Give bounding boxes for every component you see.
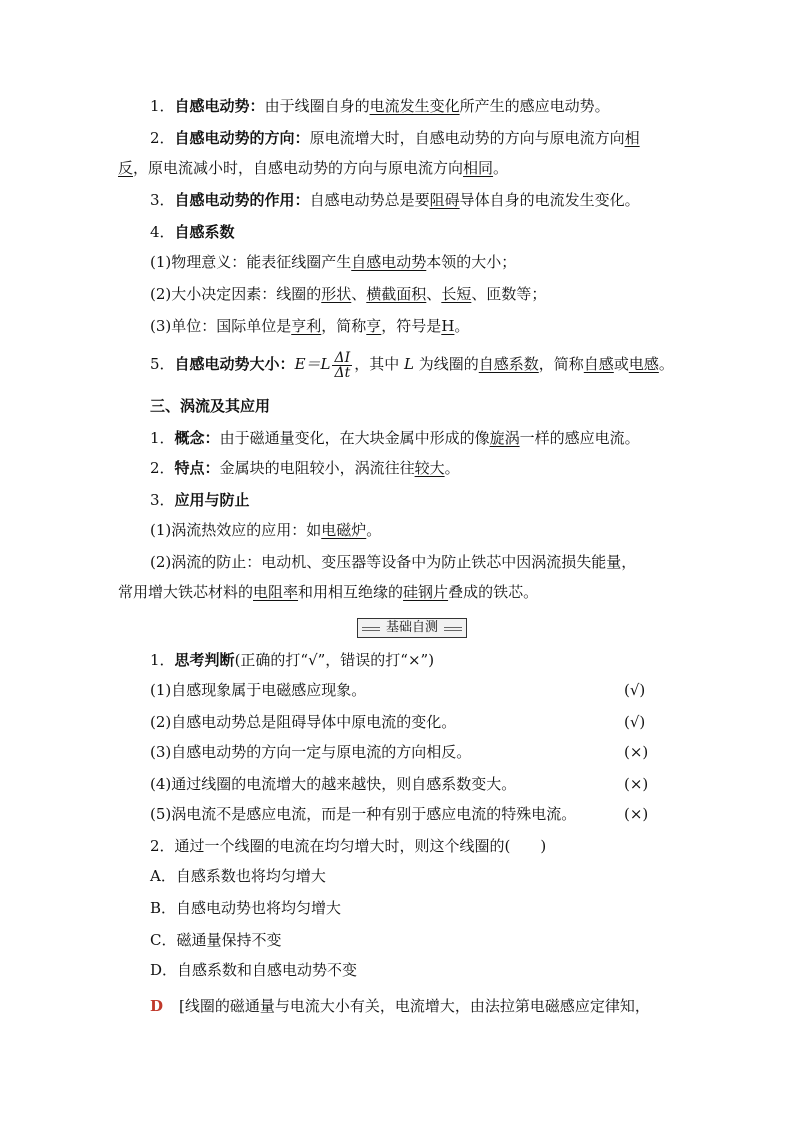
judgement-item: (1)自感现象属于电磁感应现象。 bbox=[150, 681, 367, 699]
para-eddy-feature: 2．特点：金属块的电阻较小，涡流往往较大。 bbox=[150, 459, 460, 477]
para-self-inductance-heading: 4．自感系数 bbox=[150, 223, 235, 241]
option-b: B．自感电动势也将均匀增大 bbox=[150, 899, 342, 917]
banner-stripe-right bbox=[444, 625, 462, 631]
judgement-mark: (×) bbox=[624, 775, 649, 793]
para-self-emf: 1．自感电动势：由于线圈自身的电流发生变化所产生的感应电动势。 bbox=[150, 97, 610, 115]
judgement-item: (3)自感电动势的方向一定与原电流的方向相反。 bbox=[150, 743, 472, 761]
option-c: C．磁通量保持不变 bbox=[150, 931, 282, 949]
formula-fraction: $\frac{\Delta I}{\Delta t}$ bbox=[334, 349, 351, 381]
judgement-item: (2)自感电动势总是阻碍导体中原电流的变化。 bbox=[150, 713, 457, 731]
section-heading-eddy: 三、涡流及其应用 bbox=[150, 397, 271, 415]
question-2-stem: 2．通过一个线圈的电流在均匀增大时，则这个线圈的( ) bbox=[150, 837, 547, 855]
para-emf-magnitude: 5．自感电动势大小：E＝L $\frac{\Delta I}{\Delta t}$ ，其中 L 为线圈的自感系数，简称自感或电感。 bbox=[150, 349, 674, 381]
para-eddy-prevention-line1: (2)涡流的防止：电动机、变压器等设备中为防止铁芯中因涡流损失能量， bbox=[150, 553, 637, 571]
para-eddy-heat-application: (1)涡流热效应的应用：如电磁炉。 bbox=[150, 521, 382, 539]
para-emf-direction-line1: 2．自感电动势的方向：原电流增大时，自感电动势的方向与原电流方向相 bbox=[150, 129, 640, 147]
question-1-stem: 1．思考判断(正确的打“√”，错误的打“×”) bbox=[150, 651, 435, 669]
option-d: D．自感系数和自感电动势不变 bbox=[150, 961, 358, 979]
answer-explanation: D [线圈的磁通量与电流大小有关，电流增大，由法拉第电磁感应定律知， bbox=[150, 997, 650, 1015]
option-a: A．自感系数也将均匀增大 bbox=[150, 867, 326, 885]
judgement-mark: (×) bbox=[624, 805, 649, 823]
judgement-mark: (√) bbox=[624, 681, 646, 699]
para-eddy-application-heading: 3．应用与防止 bbox=[150, 491, 250, 509]
judgement-mark: (√) bbox=[624, 713, 646, 731]
section-banner-self-test: 基础自测 bbox=[357, 618, 467, 638]
para-emf-effect: 3．自感电动势的作用：自感电动势总是要阻碍导体自身的电流发生变化。 bbox=[150, 191, 640, 209]
para-eddy-prevention-line2: 常用增大铁芯材料的电阻率和用相互绝缘的硅钢片叠成的铁芯。 bbox=[118, 583, 539, 601]
para-emf-direction-line2: 反，原电流减小时，自感电动势的方向与原电流方向相同。 bbox=[118, 159, 509, 177]
para-determining-factors: (2)大小决定因素：线圈的形状、横截面积、长短、匝数等； bbox=[150, 285, 547, 303]
formula-lhs: E＝L bbox=[294, 355, 331, 373]
answer-letter: D bbox=[150, 997, 164, 1015]
judgement-mark: (×) bbox=[624, 743, 649, 761]
judgement-item: (4)通过线圈的电流增大的越来越快，则自感系数变大。 bbox=[150, 775, 517, 793]
para-eddy-concept: 1．概念：由于磁通量变化，在大块金属中形成的像旋涡一样的感应电流。 bbox=[150, 429, 640, 447]
banner-stripe-left bbox=[362, 625, 380, 631]
para-unit: (3)单位：国际单位是亨利，简称亨，符号是H。 bbox=[150, 317, 470, 335]
para-physical-meaning: (1)物理意义：能表征线圈产生自感电动势本领的大小； bbox=[150, 253, 517, 271]
judgement-item: (5)涡电流不是感应电流，而是一种有别于感应电流的特殊电流。 bbox=[150, 805, 577, 823]
